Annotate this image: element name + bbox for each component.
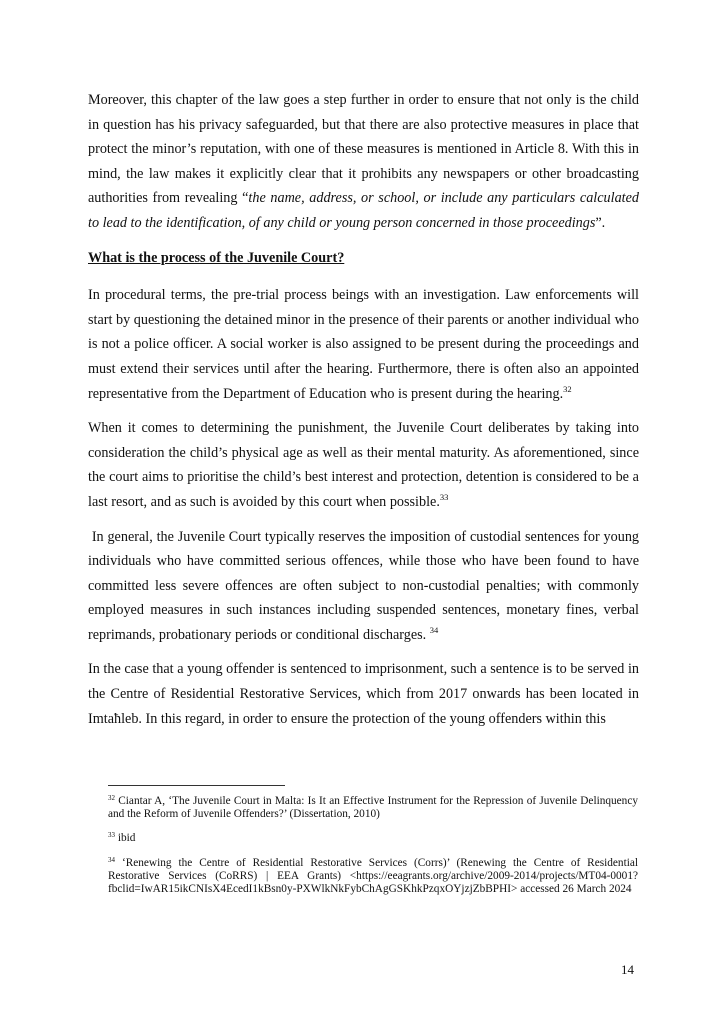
paragraph-text: In general, the Juvenile Court typically reserves the imposition of custodial sentences for young individuals who have committed serious offences, while those who have been found to have committed less severe offences are often subject to non-custodial penalties; with commonly employed measures in such instances including suspended sentences, monetary fines, verbal reprimands, probationary periods or conditional discharges.: [88, 528, 643, 643]
footnote-ref-34[interactable]: 34: [429, 624, 439, 635]
quoted-law-text: the name, address, or school, or include any particulars calculated to lead to the identification, of any child or young person concerned in those proceedings: [88, 190, 639, 231]
paragraph-imprisonment: [88, 657, 639, 731]
paragraph-punishment: [88, 416, 639, 514]
paragraph-text: In the case that a young offender is sentenced to imprisonment, such a sentence is to be served in the Centre of Residential Restorative Services, which from 2017 onwards has been located in Imtaħleb. In this regard, in order to ensure the protection of the young offenders within this: [88, 661, 639, 727]
paragraph-text: In procedural terms, the pre-trial process beings with an investigation. Law enforcements will start by questioning the detained minor in the presence of their parents or another individual who is not a police officer. A social worker is also assigned to be present during the proceedings and must extend their services until after the hearing. Furthermore, there is often also an appointed representative from the Department of Education who is present during the hearing.: [88, 287, 639, 402]
paragraph-custodial-sentences: [88, 525, 643, 648]
footnote-separator: [108, 785, 285, 786]
footnote-33: [108, 832, 638, 845]
paragraph-text: Moreover, this chapter of the law goes a step further in order to ensure that not only is the child in question has his privacy safeguarded, but that there are also protective measures in place that protect the minor’s reputation, with one of these measures is mentioned in Article 8. With this in mind, the law makes it explicitly clear that it prohibits any newspapers or other broadcasting authorities from revealing “: [88, 92, 639, 207]
footnote-32: [108, 795, 638, 821]
section-heading: What is the process of the Juvenile Court?: [88, 249, 345, 266]
footnote-text: ‘Renewing the Centre of Residential Restorative Services (Corrs)’ (Renewing the Centre of Residential Restorative Services (CoRRS) | EEA Grants) <https://eeagrants.org/archive/2009-2014/projects/MT04-0001?fbclid=IwAR15ikCNIsX4EcedI1kBsn0y-PXWlkNkFybChAgGSKhkPzqxOYjzjZbBPHI> accessed 26 March 2024: [108, 856, 638, 896]
footnote-34: [108, 857, 638, 897]
footnote-text: ibid: [115, 832, 136, 845]
footnote-number: 34: [108, 855, 115, 864]
paragraph-pretrial-process: [88, 283, 639, 406]
footnote-number: 33: [108, 831, 115, 840]
footnote-ref-32[interactable]: 32: [563, 383, 572, 394]
footnotes-section: [108, 785, 638, 907]
footnote-text: Ciantar A, ‘The Juvenile Court in Malta: Is It an Effective Instrument for the Repression of Juvenile Delinquency and the Reform of Juvenile Offenders?’ (Dissertation, 2010): [108, 795, 638, 821]
footnote-ref-33[interactable]: 33: [439, 491, 449, 502]
footnote-number: 32: [108, 794, 115, 802]
paragraph-privacy-measures: [88, 88, 639, 236]
paragraph-text-end: ”.: [595, 214, 606, 231]
body-text: [88, 88, 643, 741]
page-number: 14: [621, 962, 634, 977]
paragraph-text: When it comes to determining the punishment, the Juvenile Court deliberates by taking into consideration the child’s physical age as well as their mental maturity. As aforementioned, since the court aims to prioritise the child’s best interest and protection, detention is considered to be a last resort, and as such is avoided by this court when possible.: [88, 420, 639, 510]
